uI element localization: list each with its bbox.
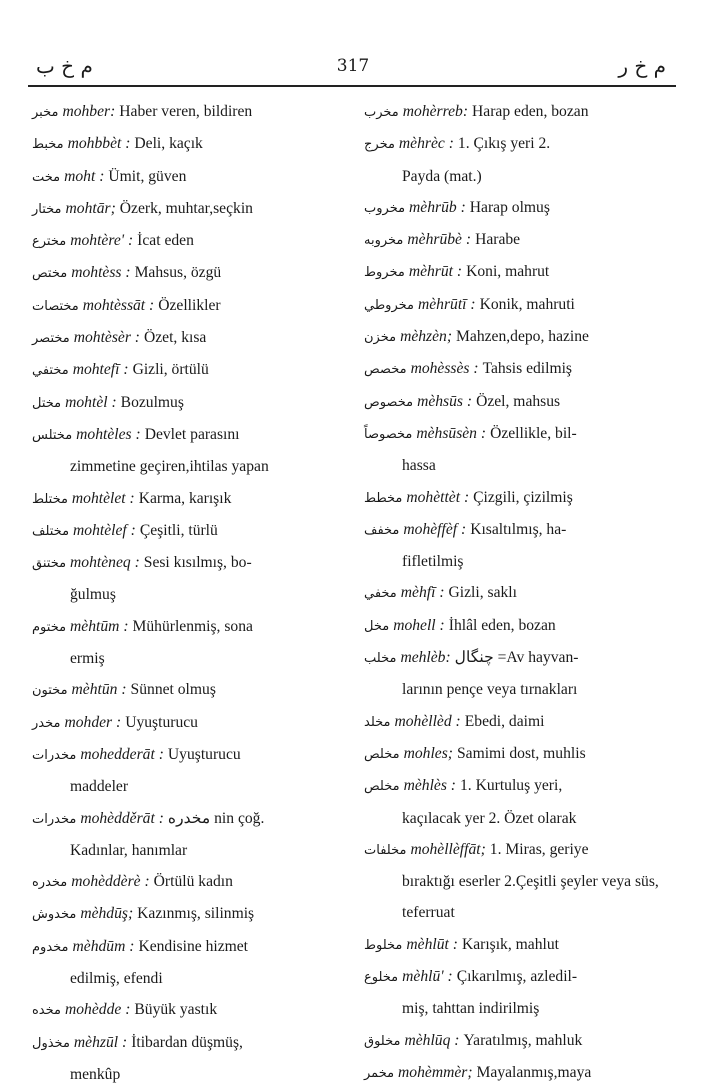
entry-transliteration: mohtèlet :: [71, 489, 135, 507]
entry-arabic-headword: مخلوق: [364, 1033, 401, 1049]
entry-arabic-headword: مختصات: [32, 298, 79, 314]
dictionary-entry: [32, 96, 344, 128]
entry-definition-continued: ermiş: [70, 650, 105, 668]
dictionary-entry: [32, 128, 344, 160]
entry-definition: Kendisine hizmet: [138, 937, 249, 955]
entry-arabic-headword: مخفي: [364, 586, 397, 602]
entry-arabic-headword: مخذول: [32, 1035, 70, 1051]
dictionary-entry: [364, 770, 664, 834]
entry-transliteration: mohles;: [403, 744, 453, 762]
entry-definition: Harap eden, bozan: [472, 103, 589, 120]
entry-definition: Devlet parasını: [144, 425, 240, 443]
entry-definition: Örtülü kadın: [153, 873, 233, 891]
dictionary-entry: [32, 161, 344, 193]
dictionary-entry: [364, 321, 664, 353]
entry-transliteration: mohder :: [64, 713, 122, 731]
entry-transliteration: mohtèssāt :: [82, 296, 155, 314]
entry-arabic-headword: مخلص: [364, 746, 400, 762]
dictionary-entry: [364, 224, 664, 256]
dictionary-entry: [364, 610, 664, 642]
entry-transliteration: mèhsūsèn :: [416, 424, 487, 442]
entry-transliteration: mohtère' :: [70, 232, 134, 250]
entry-transliteration: mohtèl :: [65, 393, 117, 411]
entry-arabic-headword: مخترع: [32, 234, 67, 250]
entry-definition: Karışık, mahlut: [461, 935, 559, 953]
header-right-letters: م خ ر: [618, 54, 666, 78]
entry-transliteration: mèhtūm :: [70, 617, 129, 635]
entry-transliteration: mèhdūm :: [72, 937, 135, 955]
entry-arabic-headword: مخدرات: [32, 811, 77, 827]
entry-arabic-headword: مخت: [32, 169, 61, 185]
entry-transliteration: mèhrèc :: [398, 135, 454, 153]
header-rule: [28, 85, 676, 87]
dictionary-entry: [364, 289, 664, 321]
entry-arabic-headword: مختص: [32, 266, 68, 282]
dictionary-entry: [364, 128, 664, 192]
entry-definition-continued: Payda (mat.): [402, 167, 482, 185]
entry-arabic-headword: مخلد: [364, 714, 391, 730]
entry-definition: Uyuşturucu: [167, 745, 241, 763]
entry-transliteration: mèhzūl :: [73, 1033, 128, 1051]
entry-transliteration: mohèddèrè :: [71, 873, 150, 891]
entry-transliteration: mèhtūn :: [71, 681, 127, 699]
entry-arabic-headword: مخلص: [364, 779, 400, 795]
entry-arabic-headword: مختار: [32, 201, 62, 217]
entry-definition: 1. Çıkış yeri 2.: [457, 135, 551, 153]
entry-arabic-headword: مخلوع: [364, 970, 399, 986]
entry-definition: Çeşitli, türlü: [139, 521, 218, 539]
entry-definition: Uyuşturucu: [125, 713, 198, 731]
entry-definition: Yaratılmış, mahluk: [463, 1031, 583, 1049]
entry-transliteration: mohell :: [393, 616, 445, 634]
page-number: 317: [336, 56, 370, 76]
entry-definition: Deli, kaçık: [134, 135, 203, 153]
entry-definition-continued: zimmetine geçiren,ihtilas yapan: [70, 458, 269, 476]
entry-definition: Ebedi, daimi: [464, 712, 545, 730]
dictionary-entry: [364, 386, 664, 418]
entry-transliteration: mèhlūt :: [406, 935, 458, 953]
entry-arabic-headword: مخدره: [32, 875, 68, 891]
entry-arabic-headword: مخدر: [32, 715, 61, 731]
entry-arabic-headword: مخلوط: [364, 937, 403, 953]
entry-transliteration: mèhrūbè :: [407, 231, 472, 249]
entry-arabic-headword: مخطط: [364, 490, 403, 506]
entry-definition-continued: menkûp: [70, 1065, 121, 1083]
entry-definition: İtibardan düşmüş,: [131, 1033, 243, 1051]
entry-transliteration: mèhrūtī :: [418, 295, 476, 313]
entry-definition: Özellikle, bil-: [490, 424, 577, 442]
dictionary-entry: [32, 611, 344, 675]
dictionary-entry: [364, 418, 664, 482]
entry-transliteration: mèhdūş;: [80, 905, 134, 923]
entry-definition: Özellikler: [158, 296, 221, 314]
entry-definition: Mahzen,depo, hazine: [456, 328, 589, 346]
entry-definition: Koni, mahrut: [466, 263, 550, 281]
entry-arabic-headword: مخل: [364, 618, 390, 634]
entry-transliteration: mohèdde :: [65, 1001, 131, 1019]
dictionary-entry: [364, 482, 664, 514]
entry-arabic-headword: مخروب: [364, 200, 406, 216]
entry-arabic-headword: مخبر: [32, 105, 59, 120]
entry-arabic-headword: مختلف: [32, 523, 70, 539]
entry-arabic-headword: مخروط: [364, 265, 405, 281]
dictionary-entry: [364, 256, 664, 288]
entry-arabic-headword: مخمر: [364, 1065, 395, 1081]
entry-definition: Mühürlenmiş, sona: [132, 617, 253, 635]
entry-definition-continued: maddeler: [70, 778, 129, 796]
entry-definition: Kazınmış, silinmiş: [137, 905, 255, 923]
dictionary-entry: [32, 547, 344, 611]
entry-definition: 1. Kurtuluş yeri,: [460, 777, 563, 795]
dictionary-entry: [32, 290, 344, 322]
entry-transliteration: mohèttèt :: [406, 488, 470, 506]
dictionary-entry: [364, 577, 664, 609]
entry-arabic-headword: مخروبه: [364, 233, 404, 249]
entry-transliteration: mohèllèd :: [394, 712, 461, 730]
entry-definition: Mahsus, özgü: [134, 264, 222, 282]
entry-definition: چنگال =Av hayvan-: [454, 649, 579, 667]
entry-definition: Özerk, muhtar,seçkin: [119, 199, 253, 217]
entry-definition-continued: fifletilmiş: [402, 553, 464, 571]
entry-definition: Sesi kısılmış, bo-: [143, 554, 252, 572]
dictionary-entry: [32, 707, 344, 739]
entry-definition-continued: hassa: [402, 457, 436, 475]
entry-definition: Ümit, güven: [108, 167, 187, 185]
dictionary-entry: [32, 419, 344, 483]
entry-definition: Karma, karışık: [138, 489, 232, 507]
entry-transliteration: mehlèb:: [400, 649, 451, 667]
entry-definition: Gizli, saklı: [448, 584, 517, 602]
dictionary-entry: [32, 257, 344, 289]
entry-definition: Bozulmuş: [120, 393, 184, 411]
entry-arabic-headword: مختون: [32, 683, 68, 699]
entry-transliteration: mohèssès :: [410, 360, 479, 378]
entry-transliteration: mohèdděrāt :: [80, 809, 164, 827]
dictionary-entry: [364, 834, 664, 929]
entry-definition: Haber veren, bildiren: [119, 103, 253, 120]
entry-definition: مخدره nin çoğ.: [167, 809, 265, 827]
entry-transliteration: mèhrūt :: [408, 263, 463, 281]
dictionary-entry: [364, 738, 664, 770]
entry-definition: Mayalanmış,maya: [476, 1063, 592, 1081]
entry-definition-continued: larının pençe veya tırnakları: [402, 681, 578, 699]
dictionary-entry: [364, 1057, 664, 1089]
header-left-letters: م خ ب: [36, 54, 93, 78]
entry-transliteration: mohèrreb:: [402, 103, 469, 120]
entry-arabic-headword: مخدوم: [32, 939, 69, 955]
entry-arabic-headword: مخدرات: [32, 747, 77, 763]
dictionary-entry: [32, 739, 344, 803]
entry-definition: Tahsis edilmiş: [482, 360, 572, 378]
entry-transliteration: mohber:: [62, 103, 116, 120]
entry-definition: Kısaltılmış, ha-: [470, 520, 567, 538]
entry-transliteration: mèhlès :: [403, 777, 456, 795]
entry-arabic-headword: مختوم: [32, 619, 67, 635]
dictionary-entry: [32, 322, 344, 354]
entry-arabic-headword: مختل: [32, 395, 62, 411]
entry-definition-continued: edilmiş, efendi: [70, 970, 163, 988]
entry-arabic-headword: مخده: [32, 1003, 61, 1019]
dictionary-entry: [32, 387, 344, 419]
entry-transliteration: mohèllèffāt;: [410, 840, 486, 858]
dictionary-entry: [32, 483, 344, 515]
entry-transliteration: mohtèneq :: [70, 554, 140, 572]
entry-arabic-headword: مخدوش: [32, 907, 77, 923]
entry-transliteration: mohtèles :: [76, 425, 141, 443]
dictionary-entry: [364, 514, 664, 578]
entry-definition: Sünnet olmuş: [130, 681, 216, 699]
entry-transliteration: mèhsūs :: [417, 392, 473, 410]
entry-definition: 1. Miras, geriye: [489, 840, 589, 858]
dictionary-entry: [364, 706, 664, 738]
entry-transliteration: mohtefī :: [72, 361, 129, 379]
entry-transliteration: mohbbèt :: [67, 135, 131, 153]
entry-arabic-headword: مخبط: [32, 137, 64, 153]
entry-transliteration: mohtèlef :: [73, 521, 136, 539]
entry-transliteration: mohtār;: [65, 199, 116, 217]
entry-transliteration: mèhfī :: [400, 584, 445, 602]
entry-arabic-headword: مخرج: [364, 137, 395, 153]
entry-definition: Gizli, örtülü: [132, 361, 209, 379]
entry-definition: Çizgili, çizilmiş: [473, 488, 573, 506]
right-column: [364, 96, 664, 1089]
dictionary-entry: [32, 225, 344, 257]
dictionary-entry: [32, 866, 344, 898]
entry-definition: Harap olmuş: [469, 198, 550, 216]
dictionary-entry: [32, 994, 344, 1026]
entry-arabic-headword: مخفف: [364, 522, 400, 538]
entry-definition: Özet, kısa: [144, 329, 207, 347]
entry-arabic-headword: مخلفات: [364, 842, 407, 858]
entry-transliteration: mohèffèf :: [403, 520, 467, 538]
entry-definition-continued: kaçılacak yer 2. Özet olarak: [402, 809, 577, 827]
entry-arabic-headword: مختصر: [32, 331, 70, 347]
entry-transliteration: mohèmmèr;: [398, 1063, 473, 1081]
entry-definition-continued: miş, tahttan indirilmiş: [402, 1000, 540, 1018]
dictionary-entry: [32, 931, 344, 995]
entry-definition: Samimi dost, muhlis: [456, 744, 586, 762]
entry-definition: Çıkarılmış, azledil-: [456, 968, 578, 986]
dictionary-entry: [364, 192, 664, 224]
dictionary-entry: [32, 674, 344, 706]
dictionary-entry: [364, 929, 664, 961]
dictionary-entry: [364, 642, 664, 706]
dictionary-entry: [32, 193, 344, 225]
dictionary-entry: [364, 96, 664, 128]
entry-arabic-headword: مخصوصاً: [364, 426, 413, 442]
dictionary-entry: [364, 961, 664, 1025]
entry-definition: İcat eden: [137, 232, 194, 250]
entry-definition: Özel, mahsus: [476, 392, 561, 410]
dictionary-entry: [32, 515, 344, 547]
entry-transliteration: mèhlūq :: [404, 1031, 460, 1049]
dictionary-entry: [364, 353, 664, 385]
entry-arabic-headword: مخلب: [364, 651, 397, 667]
entry-arabic-headword: مخروطي: [364, 297, 414, 313]
entry-definition: Büyük yastık: [134, 1001, 218, 1019]
left-column: [32, 96, 344, 1090]
dictionary-entry: [364, 1025, 664, 1057]
entry-transliteration: mohtèss :: [71, 264, 131, 282]
entry-definition: Harabe: [475, 231, 521, 249]
entry-definition-continued: ğulmuş: [70, 586, 116, 604]
entry-arabic-headword: مخصوص: [364, 394, 414, 410]
dictionary-entry: [32, 1027, 344, 1090]
entry-transliteration: mèhlū' :: [402, 968, 453, 986]
entry-transliteration: mèhzèn;: [400, 328, 453, 346]
entry-arabic-headword: مختلس: [32, 427, 73, 443]
dictionary-entry: [32, 898, 344, 930]
entry-transliteration: mohtèsèr :: [73, 329, 140, 347]
entry-definition: Konik, mahruti: [479, 295, 575, 313]
entry-arabic-headword: مخصص: [364, 362, 407, 378]
entry-transliteration: moht :: [64, 167, 105, 185]
entry-arabic-headword: مختلط: [32, 491, 68, 507]
entry-arabic-headword: مخزن: [364, 330, 397, 346]
entry-arabic-headword: مختنق: [32, 556, 67, 572]
entry-definition-continued: Kadınlar, hanımlar: [70, 841, 188, 859]
dictionary-entry: [32, 803, 344, 867]
page-header: [28, 52, 678, 86]
entry-definition-continued: bıraktığı eserler 2.Çeşitli şeyler veya süs, teferruat: [402, 873, 659, 922]
entry-arabic-headword: مخرب: [364, 105, 399, 120]
entry-transliteration: mèhrūb :: [409, 198, 466, 216]
dictionary-entry: [32, 354, 344, 386]
entry-definition: İhlâl eden, bozan: [448, 616, 556, 634]
entry-transliteration: mohedderāt :: [80, 745, 164, 763]
entry-arabic-headword: مختفي: [32, 363, 69, 379]
